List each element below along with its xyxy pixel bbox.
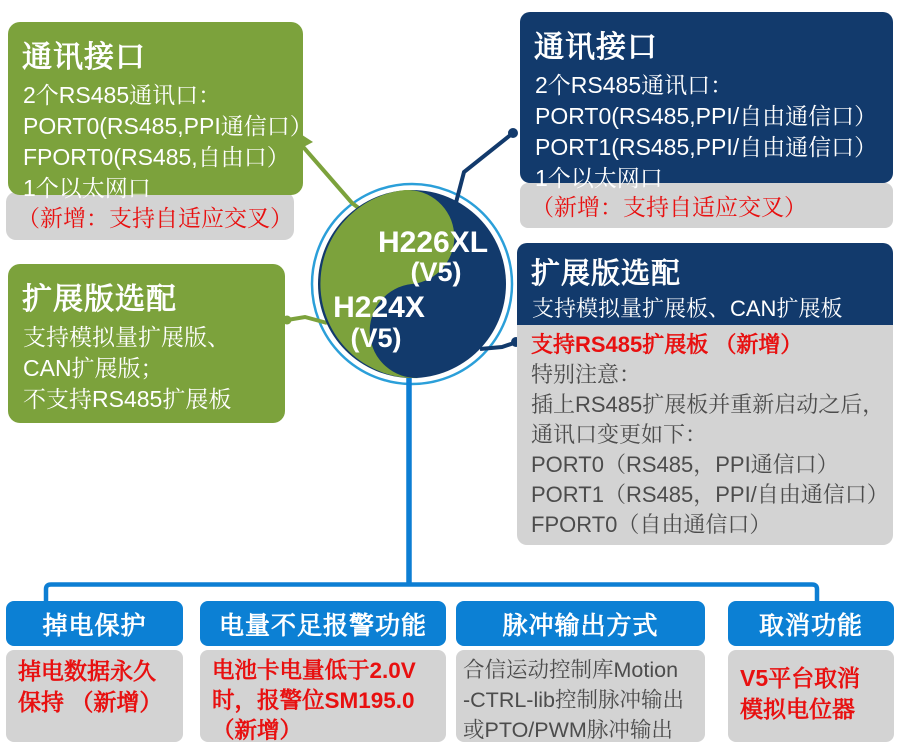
comm-interface-right-box — [520, 12, 893, 191]
cancelled-feature-header: 取消功能 — [728, 601, 894, 646]
expansion-right-body — [517, 325, 893, 545]
cancelled-feature-line: 模拟电位器 — [740, 696, 855, 722]
expansion-left-line: CAN扩展版； — [23, 355, 164, 381]
battery-alarm-line: 时，报警位SM195.0 — [212, 688, 415, 713]
expansion-right-subtitle: 支持模拟量扩展板、CAN扩展板 — [532, 296, 843, 321]
connector-branch-line — [46, 585, 817, 603]
pulse-output-line: 合信运动控制库Motion — [463, 658, 679, 682]
expansion-left-line: 不支持RS485扩展板 — [23, 386, 232, 412]
battery-alarm-line: 电池卡电量低于2.0V — [212, 658, 416, 683]
expansion-right-note: FPORT0（自由通信口） — [531, 512, 772, 537]
pulse-output-line: 或PTO/PWM脉冲输出 — [463, 718, 673, 742]
comm-interface-left-line: 2个RS485通讯口： — [23, 82, 222, 108]
comm-interface-left-title: 通讯接口 — [22, 41, 146, 74]
model-top-version: (V5) — [410, 257, 462, 287]
expansion-right-note: PORT0（RS485，PPI通信口） — [531, 452, 839, 477]
expansion-right-note: 特别注意： — [531, 362, 642, 387]
expansion-left-title: 扩展版选配 — [22, 283, 177, 316]
expansion-left-line: 支持模拟量扩展版、 — [23, 324, 230, 350]
comm-note-left: （新增：支持自适应交叉） — [6, 192, 294, 240]
model-top-label: H226XL — [377, 226, 489, 259]
comm-interface-right-line: PORT1(RS485,PPI/自由通信口） — [535, 134, 878, 160]
comm-interface-left-line: FPORT0(RS485,自由口） — [23, 144, 290, 170]
cancelled-feature-line: V5平台取消 — [740, 665, 861, 691]
expansion-right-highlight: 支持RS485扩展板 （新增） — [531, 332, 803, 357]
expansion-right-note: 插上RS485扩展板并重新启动之后， — [531, 392, 885, 417]
battery-alarm-line: （新增） — [212, 718, 303, 743]
comm-interface-left-box — [8, 22, 313, 201]
power-loss-body — [6, 650, 183, 742]
comm-interface-right-line: 2个RS485通讯口： — [535, 72, 734, 98]
power-loss-header: 掉电保护 — [6, 601, 183, 646]
comm-note-right: （新增：支持自适应交叉） — [520, 183, 893, 228]
comm-interface-right-line: PORT0(RS485,PPI/自由通信口） — [535, 103, 878, 129]
comm-interface-left-line: 1个以太网口 — [23, 175, 151, 201]
power-loss-line: 保持 （新增） — [18, 689, 163, 715]
model-bottom-label: H224X — [333, 291, 425, 324]
model-bottom-version: (V5) — [350, 323, 402, 353]
comm-interface-right-title: 通讯接口 — [534, 31, 658, 64]
pulse-output-line: -CTRL-lib控制脉冲输出 — [463, 688, 684, 712]
expansion-right-note: 通讯口变更如下： — [531, 422, 708, 447]
comm-interface-left-line: PORT0(RS485,PPI通信口） — [23, 113, 313, 139]
expansion-right-note: PORT1（RS485，PPI/自由通信口） — [531, 482, 889, 507]
power-loss-line: 掉电数据永久 — [18, 658, 156, 684]
expansion-right-title: 扩展版选配 — [531, 258, 682, 290]
cancelled-feature-body — [728, 650, 894, 742]
expansion-left-box — [8, 264, 285, 423]
comm-interface-right-line: 1个以太网口 — [535, 165, 663, 191]
pulse-output-body — [456, 650, 705, 742]
battery-alarm-body — [200, 650, 446, 742]
connector-right-top-dot — [508, 128, 518, 138]
battery-alarm-header: 电量不足报警功能 — [200, 601, 446, 646]
expansion-right-header — [517, 243, 893, 325]
pulse-output-header: 脉冲输出方式 — [456, 601, 705, 646]
